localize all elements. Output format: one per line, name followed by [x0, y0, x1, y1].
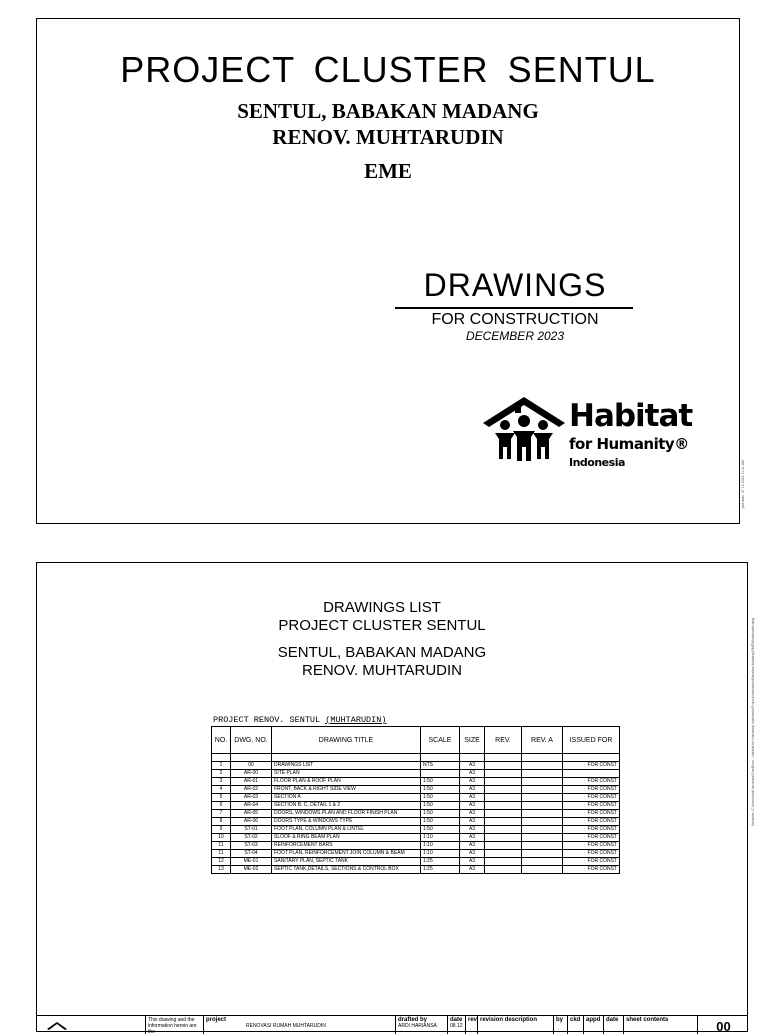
habitat-house-icon — [481, 393, 567, 463]
table-cell: 1:50 — [421, 818, 460, 826]
tb-logo-cell — [37, 1016, 145, 1034]
table-cell: A3 — [460, 834, 485, 842]
drawings-list-sheet — [36, 562, 748, 1035]
table-cell — [485, 834, 522, 842]
table-cell — [522, 826, 563, 834]
table-cell: FOR CONST — [563, 866, 620, 874]
table-cell — [522, 810, 563, 818]
table-cell — [522, 786, 563, 794]
table-cell — [485, 810, 522, 818]
table-row — [212, 810, 620, 818]
table-cell: 1:50 — [421, 778, 460, 786]
table-cell — [485, 786, 522, 794]
table-body — [212, 754, 620, 874]
table-cell: 10 — [212, 834, 231, 842]
project-label: PROJECT RENOV. SENTUL — [213, 715, 321, 725]
table-cell: SITE PLAN — [272, 770, 421, 778]
table-cell — [563, 770, 620, 778]
table-cell: 7 — [212, 810, 231, 818]
table-cell: SLOOF & RING BEAM PLAN — [272, 834, 421, 842]
table-cell: FOR CONST — [563, 858, 620, 866]
table-cell — [522, 850, 563, 858]
table-row — [212, 818, 620, 826]
table-cell: FOR CONST — [563, 762, 620, 770]
table-cell: SANITARY PLAN, SEPTIC TANK — [272, 858, 421, 866]
tb-sheet-contents-label: sheet contents — [626, 1017, 669, 1023]
table-cell — [522, 802, 563, 810]
table-cell — [522, 842, 563, 850]
table-cell: FOR CONST — [563, 850, 620, 858]
table-cell: A3 — [460, 778, 485, 786]
table-cell — [485, 826, 522, 834]
table-cell: 11 — [212, 842, 231, 850]
table-cell: A3 — [460, 810, 485, 818]
table-cell: SECTION A — [272, 794, 421, 802]
table-cell: FOR CONST — [563, 786, 620, 794]
table-cell: SECTION B, C, DETAIL 1 & 2 — [272, 802, 421, 810]
table-row — [212, 826, 620, 834]
table-cell: ST-02 — [231, 834, 272, 842]
table-cell: 11 — [212, 850, 231, 858]
table-cell: ME-01 — [231, 858, 272, 866]
table-cell: FOR CONST — [563, 826, 620, 834]
table-row — [212, 802, 620, 810]
table-cell: FOR CONST — [563, 810, 620, 818]
table-cell: ST-03 — [231, 842, 272, 850]
tb-revdesc-label: revision description — [480, 1017, 538, 1023]
table-cell — [522, 818, 563, 826]
tb-sheet-contents-cell — [623, 1016, 697, 1034]
tb-drafter: ARDI HARIANSA — [398, 1023, 437, 1029]
habitat-logo — [481, 387, 691, 477]
title-block — [37, 1015, 747, 1034]
table-cell: 1:50 — [421, 810, 460, 818]
table-cell: A3 — [460, 794, 485, 802]
side-note-filename: filename: C:\Users\ardi.hariansa\OneDrive - Habitat for Humanity Indonesia\Project\Indonesia\Babakan Madang EME\Muhtarudin.dwg — [751, 618, 755, 826]
table-cell: FOR CONST — [563, 778, 620, 786]
table-cell — [485, 778, 522, 786]
cover-location: SENTUL, BABAKAN MADANG — [237, 99, 539, 123]
table-cell: 1:50 — [421, 786, 460, 794]
table-cell: 1:50 — [421, 826, 460, 834]
table-cell: 1:10 — [421, 842, 460, 850]
column-header: REV. A — [522, 727, 563, 754]
tb-drafted-label: drafted by — [398, 1017, 428, 1023]
table-cell: SEPTIC TANK,DETAILS, SECTIONS & CONTROL BOX — [272, 866, 421, 874]
table-cell — [485, 866, 522, 874]
table-cell: 1 — [212, 762, 231, 770]
table-cell: FOR CONST — [563, 818, 620, 826]
tb-by-label: by — [556, 1017, 564, 1023]
habitat-small-icon — [47, 1021, 67, 1033]
tb-sheet-number: 00 — [697, 1016, 749, 1034]
table-cell: AR-05 — [231, 810, 272, 818]
table-cell: ST-04 — [231, 850, 272, 858]
table-cell — [485, 858, 522, 866]
table-cell: A3 — [460, 826, 485, 834]
column-header: NO. — [212, 727, 231, 754]
column-header: DWG. NO. — [231, 727, 272, 754]
table-cell — [485, 762, 522, 770]
table-cell: AR-03 — [231, 794, 272, 802]
cover-eme: EME — [364, 159, 412, 183]
tb-note: This drawing and the information herein are the — [148, 1017, 197, 1035]
project-line — [213, 715, 386, 725]
logo-word-habitat: Habitat — [569, 398, 693, 434]
tb-revdesc-cell — [477, 1016, 553, 1034]
table-cell: FOOT PLAN, REINFORCEMENT JOIN COLUMN & BEAM — [272, 850, 421, 858]
tb-date-value: 08.12 — [450, 1023, 463, 1029]
tb-project-cell — [203, 1016, 395, 1034]
table-cell: ME-02 — [231, 866, 272, 874]
cover-sheet — [36, 18, 740, 524]
table-cell — [522, 858, 563, 866]
table-cell: 00 — [231, 762, 272, 770]
logo-word-indonesia: Indonesia — [569, 456, 625, 469]
column-header: SCALE — [421, 727, 460, 754]
cover-renov: RENOV. MUHTARUDIN — [272, 125, 504, 149]
table-cell: A3 — [460, 786, 485, 794]
tb-by-cell — [553, 1016, 567, 1034]
drawings-table — [211, 726, 620, 874]
list-heading: DRAWINGS LIST — [323, 599, 441, 616]
table-row — [212, 794, 620, 802]
table-cell: ST-01 — [231, 826, 272, 834]
table-cell: AR-06 — [231, 818, 272, 826]
tb-date-cell — [447, 1016, 465, 1034]
table-cell — [522, 762, 563, 770]
table-row — [212, 850, 620, 858]
table-cell — [485, 850, 522, 858]
table-cell: A3 — [460, 866, 485, 874]
table-cell: FOOT PLAN, COLUMN PLAN & LINTEL — [272, 826, 421, 834]
side-note-plot: plot date: 07.12.2024 11:41 AM — [741, 460, 745, 509]
list-location: SENTUL, BABAKAN MADANG — [277, 644, 487, 661]
table-cell: 1:25 — [421, 866, 460, 874]
table-cell: 1:10 — [421, 834, 460, 842]
table-cell: A3 — [460, 770, 485, 778]
table-row — [212, 866, 620, 874]
table-cell: A3 — [460, 858, 485, 866]
table-cell — [522, 866, 563, 874]
column-header: DRAWING TITLE — [272, 727, 421, 754]
table-cell: 4 — [212, 786, 231, 794]
table-cell: A3 — [460, 842, 485, 850]
list-project: PROJECT CLUSTER SENTUL — [278, 617, 486, 634]
table-cell — [485, 802, 522, 810]
table-cell: 1:50 — [421, 802, 460, 810]
tb-appd-cell — [583, 1016, 603, 1034]
table-cell: REINFORCEMENT BARS — [272, 842, 421, 850]
table-row — [212, 834, 620, 842]
tb-ckd-label: ckd — [570, 1017, 581, 1023]
table-cell: DOORS, WINDOWS PLAN AND FLOOR FINISH PLAN — [272, 810, 421, 818]
table-cell: 1:25 — [421, 858, 460, 866]
table-cell: 6 — [212, 802, 231, 810]
table-cell: FOR CONST — [563, 834, 620, 842]
drawings-heading: DRAWINGS — [423, 267, 607, 303]
tb-date2-label: date — [606, 1017, 619, 1023]
tb-project-value: RENOVASI RUMAH MUHTARUDIN — [246, 1023, 326, 1029]
tb-rev-cell — [465, 1016, 477, 1034]
table-cell: 5 — [212, 794, 231, 802]
list-renov: RENOV. MUHTARUDIN — [301, 662, 462, 679]
table-cell: A3 — [460, 762, 485, 770]
column-header: SIZE — [460, 727, 485, 754]
table-cell: A3 — [460, 818, 485, 826]
table-cell: DRAWINGS LIST — [272, 762, 421, 770]
tb-date-label: date — [450, 1017, 463, 1023]
table-row — [212, 770, 620, 778]
table-cell: 12 — [212, 858, 231, 866]
tb-date2-cell — [603, 1016, 623, 1034]
for-construction-label: FOR CONSTRUCTION — [431, 311, 599, 328]
table-cell: DOORS TYPE & WINDOWS TYPE — [272, 818, 421, 826]
column-header: ISSUED FOR — [563, 727, 620, 754]
table-row — [212, 858, 620, 866]
tb-note-cell — [145, 1016, 203, 1034]
column-header: REV. — [485, 727, 522, 754]
table-cell: NTS — [421, 762, 460, 770]
table-cell: A3 — [460, 850, 485, 858]
table-cell: AR-04 — [231, 802, 272, 810]
drawings-underline — [395, 307, 633, 309]
table-cell — [522, 770, 563, 778]
table-cell: 1:50 — [421, 794, 460, 802]
table-cell — [522, 834, 563, 842]
table-row — [212, 842, 620, 850]
table-cell: 8 — [212, 818, 231, 826]
table-cell — [522, 794, 563, 802]
tb-ckd-cell — [567, 1016, 583, 1034]
table-cell — [522, 778, 563, 786]
table-cell — [485, 794, 522, 802]
table-cell — [485, 818, 522, 826]
table-cell: 3 — [212, 778, 231, 786]
table-cell: AR-02 — [231, 786, 272, 794]
tb-project-label: project — [206, 1017, 227, 1023]
table-cell: 13 — [212, 866, 231, 874]
table-header-row — [212, 727, 620, 754]
logo-word-humanity: for Humanity® — [569, 435, 689, 453]
table-cell: FOR CONST — [563, 802, 620, 810]
table-cell — [421, 770, 460, 778]
table-cell: 1:10 — [421, 850, 460, 858]
table-cell: AR-01 — [231, 778, 272, 786]
table-cell — [485, 842, 522, 850]
tb-appd-label: appd — [586, 1017, 601, 1023]
table-row — [212, 762, 620, 770]
table-cell: FRONT, BACK & RIGHT SIDE VIEW — [272, 786, 421, 794]
tb-rev-label: rev — [468, 1017, 478, 1023]
table-cell: 2 — [212, 770, 231, 778]
table-row — [212, 786, 620, 794]
table-spacer-row — [212, 754, 620, 762]
table-cell: AR-00 — [231, 770, 272, 778]
cover-date: DECEMBER 2023 — [465, 329, 565, 343]
cover-title: PROJECT CLUSTER SENTUL — [120, 49, 656, 90]
table-row — [212, 778, 620, 786]
table-cell: FOR CONST — [563, 842, 620, 850]
table-cell — [485, 770, 522, 778]
tb-drafted-cell — [395, 1016, 447, 1034]
project-owner: (MUHTARUDIN) — [325, 715, 387, 725]
table-cell: FOR CONST — [563, 794, 620, 802]
table-cell: FLOOR PLAN & ROOF PLAN — [272, 778, 421, 786]
table-cell: A3 — [460, 802, 485, 810]
table-cell: 9 — [212, 826, 231, 834]
